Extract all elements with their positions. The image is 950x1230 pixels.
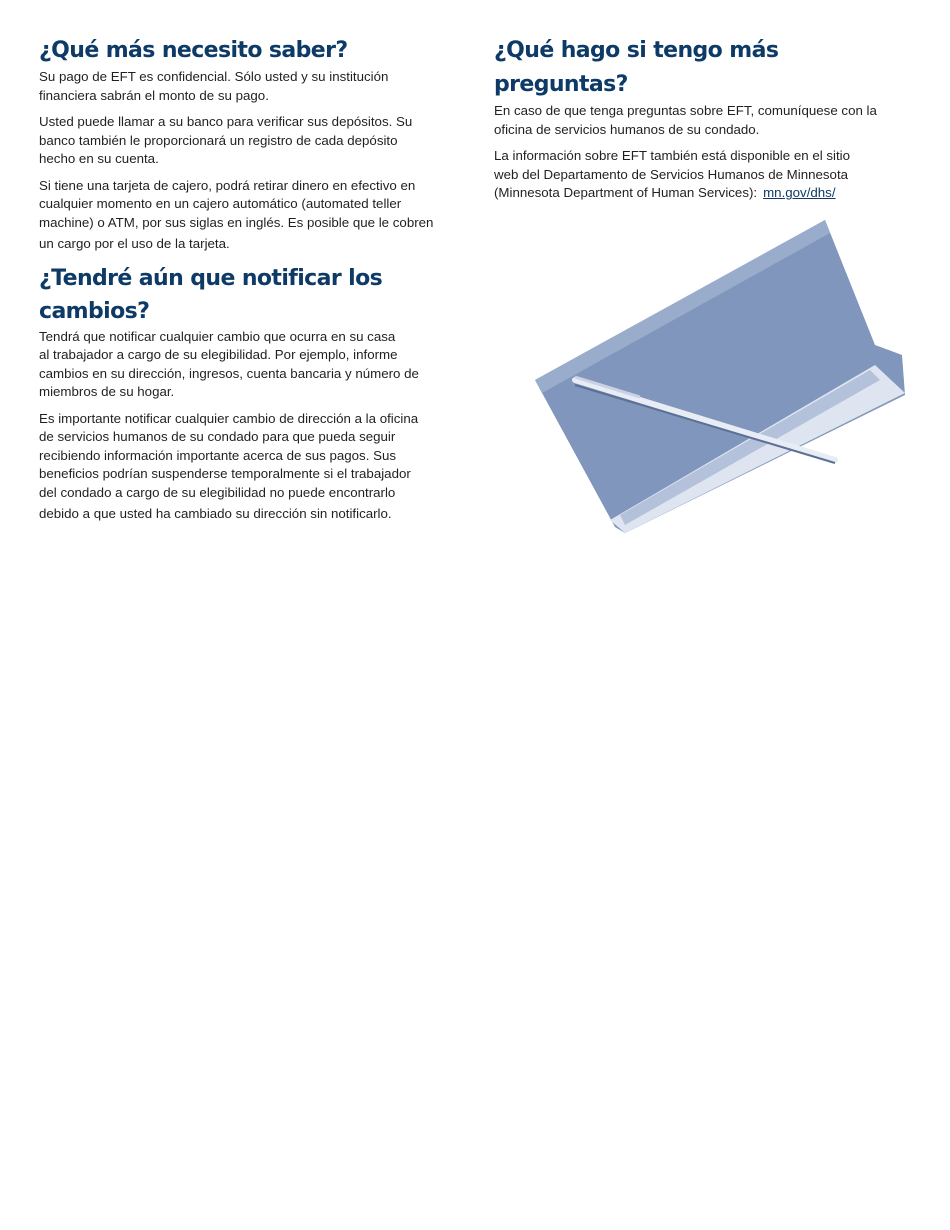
heading-notificar-cambios xyxy=(39,262,459,328)
text-line: Tendrá que notificar cualquier cambio que ocurra en su casa xyxy=(39,328,396,344)
checkbook-cover-icon xyxy=(535,220,905,533)
text-line: banco también le proporcionará un registro de cada depósito xyxy=(39,132,398,148)
paragraph-confidencial xyxy=(39,68,459,105)
text-line: machine) o ATM, por sus siglas en inglés. Es posible que le cobren xyxy=(39,214,434,230)
text-line: hecho en su cuenta. xyxy=(39,151,159,166)
text-line: cambios en su dirección, ingresos, cuenta bancaria y número de xyxy=(39,365,419,381)
checkbook-pen-image xyxy=(530,215,915,535)
text-line: miembros de su hogar. xyxy=(39,384,175,399)
paragraph-direccion xyxy=(39,410,459,524)
text-line: Usted puede llamar a su banco para verificar sus depósitos. Su xyxy=(39,114,413,129)
heading-line: cambios? xyxy=(39,298,150,324)
text-line: La información sobre EFT también está disponible en el sitio xyxy=(494,148,851,163)
paragraph-tarjeta xyxy=(39,177,459,254)
text-line: beneficios podrían suspenderse temporalmente si el trabajador xyxy=(39,466,411,481)
text-line xyxy=(494,184,914,203)
paragraph-banco xyxy=(39,113,459,169)
text-line: cualquier momento en un cajero automático (automated teller xyxy=(39,196,402,211)
text-line: de servicios humanos de su condado para que pueda seguir xyxy=(39,429,396,444)
text-line: En caso de que tenga preguntas sobre EFT, comuníquese con la xyxy=(494,103,877,118)
text-line: recibiendo información importante acerca de sus pagos. Sus xyxy=(39,447,396,463)
text-line: debido a que usted ha cambiado su dirección sin notificarlo. xyxy=(39,506,392,521)
text-line: financiera sabrán el monto de su pago. xyxy=(39,87,269,103)
text-line-part: (Minnesota Department of Human Services): xyxy=(494,185,758,200)
text-line: Su pago de EFT es confidencial. Sólo usted y su institución xyxy=(39,69,389,84)
text-line: Si tiene una tarjeta de cajero, podrá retirar dinero en efectivo en xyxy=(39,177,416,193)
text-line: al trabajador a cargo de su elegibilidad. Por ejemplo, informe xyxy=(39,347,398,362)
paragraph-notificar xyxy=(39,328,459,402)
dhs-link[interactable]: mn.gov/dhs/ xyxy=(763,185,836,200)
paragraph-informacion xyxy=(494,147,914,203)
heading-que-mas-necesito-saber: ¿Qué más necesito saber? xyxy=(39,38,348,63)
text-line: un cargo por el uso de la tarjeta. xyxy=(39,236,230,251)
text-line: web del Departamento de Servicios Humanos de Minnesota xyxy=(494,166,849,182)
left-column xyxy=(39,34,459,532)
text-line: oficina de servicios humanos de su condado. xyxy=(494,121,760,137)
text-line: del condado a cargo de su elegibilidad no puede encontrarlo xyxy=(39,484,396,500)
right-column xyxy=(494,34,914,211)
heading-mas-preguntas: ¿Qué hago si tengo más preguntas? xyxy=(494,38,779,97)
heading-line: ¿Tendré aún que notificar los xyxy=(39,265,383,291)
paragraph-preguntas xyxy=(494,102,914,139)
text-line: Es importante notificar cualquier cambio de dirección a la oficina xyxy=(39,410,419,426)
